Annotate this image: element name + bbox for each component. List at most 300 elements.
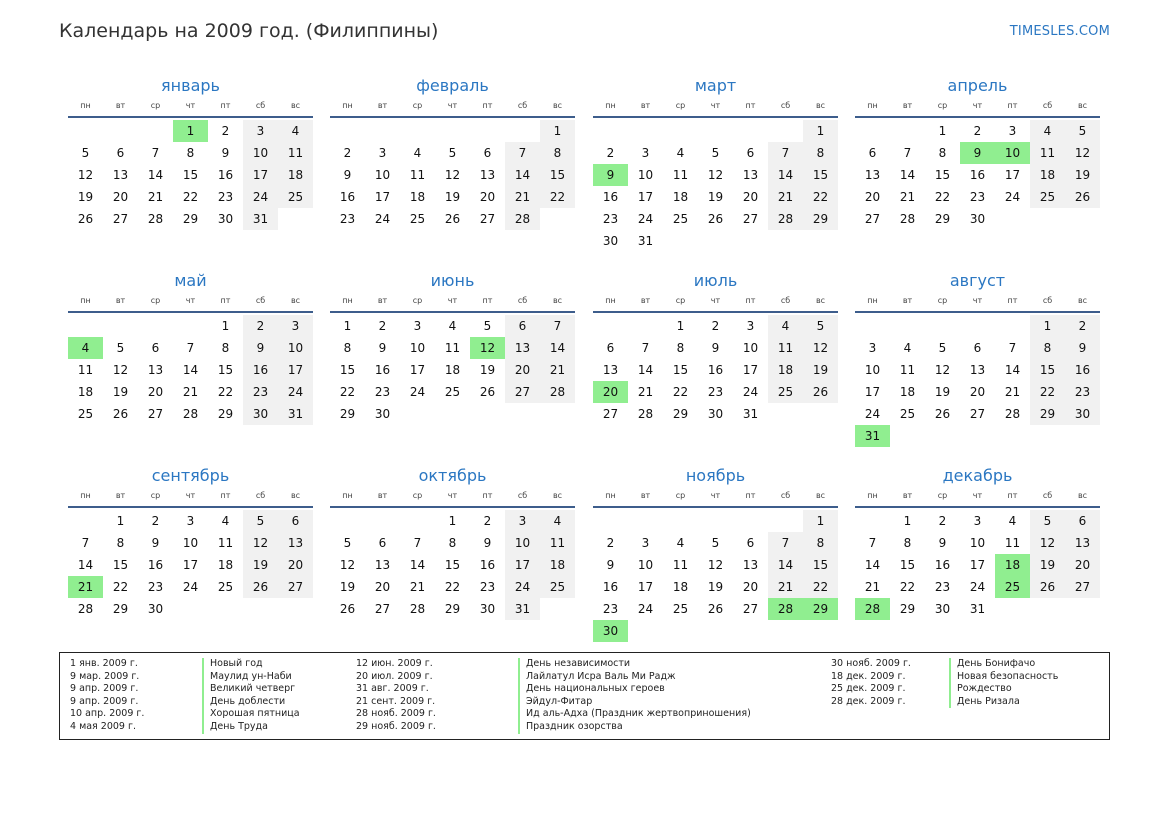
day-cell: 14	[768, 554, 803, 576]
weekday-label: ср	[150, 296, 161, 305]
month-name: ноябрь	[685, 466, 746, 485]
month-name: март	[694, 76, 737, 95]
legend-holiday-name: День национальных героев	[518, 683, 751, 696]
day-cell: 27	[864, 212, 881, 226]
day-cell: 30	[217, 212, 234, 226]
day-cell: 20	[147, 385, 164, 399]
day-cell: 8	[938, 146, 947, 160]
day-cell: 24	[374, 212, 391, 226]
day-cell: 7	[505, 142, 540, 164]
empty-cell	[663, 510, 698, 532]
weekday-label: вс	[815, 101, 826, 110]
legend-holiday-name: День Бонифачо	[949, 658, 1058, 671]
weekday-label: пт	[1007, 296, 1018, 305]
day-cell: 22	[182, 190, 199, 204]
day-cell: 29	[217, 407, 234, 421]
weekday-label: пн	[605, 101, 616, 110]
day-cell: 2	[151, 514, 160, 528]
month-block	[330, 269, 575, 425]
day-cell: 13	[147, 363, 164, 377]
day-cell: 29	[899, 602, 916, 616]
day-cell: 17	[637, 580, 654, 594]
day-cell: 17	[1004, 168, 1021, 182]
weekday-header	[855, 293, 1100, 313]
day-cell: 22	[217, 385, 234, 399]
day-cell: 1	[116, 514, 125, 528]
day-cell: 27	[147, 407, 164, 421]
day-cell: 9	[243, 337, 278, 359]
weekday-label: вс	[815, 296, 826, 305]
day-cell: 12	[339, 558, 356, 572]
day-cell: 3	[505, 510, 540, 532]
holiday-day-cell: 4	[68, 337, 103, 359]
empty-cell	[68, 510, 103, 532]
empty-cell	[593, 315, 628, 337]
weekday-label: пт	[1007, 491, 1018, 500]
day-cell: 17	[864, 385, 881, 399]
day-cell: 16	[217, 168, 234, 182]
day-cell: 21	[637, 385, 654, 399]
day-cell: 15	[803, 554, 838, 576]
day-cell: 14	[77, 558, 94, 572]
holiday-day-cell: 20	[593, 381, 628, 403]
day-cell: 9	[1065, 337, 1100, 359]
day-cell: 19	[1065, 164, 1100, 186]
day-cell: 24	[637, 602, 654, 616]
day-cell: 15	[339, 363, 356, 377]
weekday-label: сб	[1042, 101, 1053, 110]
day-cell: 18	[444, 363, 461, 377]
holiday-day-cell: 30	[593, 620, 628, 642]
weekday-label: ср	[675, 491, 686, 500]
day-cell: 23	[602, 602, 619, 616]
empty-cell	[733, 510, 768, 532]
day-cell: 19	[803, 359, 838, 381]
month-block	[855, 74, 1100, 230]
empty-cell	[628, 315, 663, 337]
day-cell: 7	[768, 532, 803, 554]
day-cell: 3	[186, 514, 195, 528]
legend-date: 1 янв. 2009 г.	[70, 658, 138, 669]
empty-cell	[768, 120, 803, 142]
day-cell: 13	[505, 337, 540, 359]
empty-cell	[365, 510, 400, 532]
day-cell: 3	[868, 341, 877, 355]
weekday-label: пн	[867, 491, 878, 500]
legend-dates-col-1	[70, 658, 144, 734]
weekday-label: ср	[937, 296, 948, 305]
day-cell: 5	[483, 319, 492, 333]
day-cell: 13	[969, 363, 986, 377]
day-cell: 5	[938, 341, 947, 355]
day-cell: 31	[243, 208, 278, 230]
day-cell: 2	[938, 514, 947, 528]
day-cell: 23	[1065, 381, 1100, 403]
legend-date: 4 мая 2009 г.	[70, 720, 136, 732]
empty-cell	[138, 120, 173, 142]
day-cell: 16	[374, 363, 391, 377]
legend-holiday-name: Новая безопасность	[949, 671, 1058, 684]
legend-names-col-3	[949, 658, 1058, 708]
holiday-day-cell: 31	[855, 425, 890, 447]
day-cell: 4	[413, 146, 422, 160]
weekday-label: ср	[412, 296, 423, 305]
day-cell: 22	[444, 580, 461, 594]
day-cell: 11	[1030, 142, 1065, 164]
day-cell: 16	[1065, 359, 1100, 381]
day-cell: 10	[742, 341, 759, 355]
day-cell: 7	[1008, 341, 1017, 355]
weekday-label: сб	[255, 101, 266, 110]
day-cell: 16	[479, 558, 496, 572]
weekday-label: вс	[1077, 296, 1088, 305]
day-cell: 1	[676, 319, 685, 333]
day-cell: 3	[746, 319, 755, 333]
weekday-label: пн	[342, 101, 353, 110]
day-cell: 22	[540, 186, 575, 208]
day-cell: 1	[903, 514, 912, 528]
day-cell: 19	[444, 190, 461, 204]
holiday-day-cell: 28	[855, 598, 890, 620]
empty-cell	[890, 120, 925, 142]
day-cell: 23	[217, 190, 234, 204]
day-cell: 9	[343, 168, 352, 182]
day-cell: 27	[505, 381, 540, 403]
legend-dates-col-2	[356, 658, 436, 734]
weekday-label: вс	[815, 491, 826, 500]
weekday-label: пн	[342, 296, 353, 305]
day-cell: 8	[116, 536, 125, 550]
day-cell: 3	[973, 514, 982, 528]
day-cell: 16	[969, 168, 986, 182]
day-cell: 17	[742, 363, 759, 377]
day-cell: 18	[278, 164, 313, 186]
day-cell: 20	[1065, 554, 1100, 576]
day-cell: 23	[934, 580, 951, 594]
day-cell: 6	[606, 341, 615, 355]
day-cell: 23	[243, 381, 278, 403]
day-cell: 25	[540, 576, 575, 598]
weekday-label: пн	[80, 296, 91, 305]
days-grid	[68, 315, 313, 425]
day-cell: 6	[483, 146, 492, 160]
day-cell: 8	[343, 341, 352, 355]
day-cell: 5	[711, 146, 720, 160]
day-cell: 24	[409, 385, 426, 399]
weekday-label: вс	[552, 101, 563, 110]
day-cell: 24	[864, 407, 881, 421]
weekday-header	[855, 488, 1100, 508]
day-cell: 25	[899, 407, 916, 421]
day-cell: 17	[278, 359, 313, 381]
day-cell: 10	[864, 363, 881, 377]
day-cell: 27	[374, 602, 391, 616]
day-cell: 18	[1030, 164, 1065, 186]
day-cell: 25	[217, 580, 234, 594]
day-cell: 15	[444, 558, 461, 572]
legend-holiday-name: Хорошая пятница	[202, 708, 300, 721]
day-cell: 31	[742, 407, 759, 421]
holiday-day-cell: 28	[768, 598, 803, 620]
empty-cell	[400, 120, 435, 142]
weekday-label: чт	[972, 101, 983, 110]
weekday-label: пт	[482, 296, 493, 305]
weekday-label: чт	[447, 296, 458, 305]
day-cell: 26	[243, 576, 278, 598]
weekday-label: пт	[745, 491, 756, 500]
day-cell: 25	[409, 212, 426, 226]
empty-cell	[103, 315, 138, 337]
day-cell: 15	[803, 164, 838, 186]
holiday-legend	[59, 652, 1110, 740]
weekday-label: вт	[115, 101, 126, 110]
day-cell: 28	[182, 407, 199, 421]
day-cell: 21	[147, 190, 164, 204]
weekday-header	[593, 293, 838, 313]
day-cell: 5	[1065, 120, 1100, 142]
day-cell: 13	[742, 168, 759, 182]
day-cell: 31	[505, 598, 540, 620]
weekday-label: ср	[150, 101, 161, 110]
holiday-day-cell: 10	[995, 142, 1030, 164]
day-cell: 18	[540, 554, 575, 576]
day-cell: 16	[147, 558, 164, 572]
day-cell: 20	[374, 580, 391, 594]
day-cell: 12	[934, 363, 951, 377]
legend-holiday-name: Великий четверг	[202, 683, 300, 696]
day-cell: 13	[479, 168, 496, 182]
day-cell: 21	[899, 190, 916, 204]
weekday-label: ср	[937, 491, 948, 500]
weekday-label: чт	[185, 296, 196, 305]
day-cell: 25	[672, 602, 689, 616]
day-cell: 31	[637, 234, 654, 248]
day-cell: 14	[540, 337, 575, 359]
day-cell: 11	[444, 341, 461, 355]
day-cell: 27	[742, 212, 759, 226]
legend-date: 10 апр. 2009 г.	[70, 708, 145, 720]
day-cell: 4	[903, 341, 912, 355]
legend-date: 28 дек. 2009 г.	[831, 695, 906, 707]
day-cell: 15	[182, 168, 199, 182]
day-cell: 30	[243, 403, 278, 425]
weekday-label: сб	[517, 101, 528, 110]
empty-cell	[330, 510, 365, 532]
weekday-label: вс	[552, 491, 563, 500]
day-cell: 23	[339, 212, 356, 226]
month-name: май	[174, 271, 207, 290]
weekday-label: вт	[377, 101, 388, 110]
days-grid	[330, 510, 575, 620]
day-cell: 4	[540, 510, 575, 532]
weekday-label: пт	[482, 491, 493, 500]
legend-holiday-name: День Ризала	[949, 696, 1058, 709]
weekday-label: чт	[710, 491, 721, 500]
day-cell: 18	[672, 580, 689, 594]
day-cell: 19	[479, 363, 496, 377]
day-cell: 9	[151, 536, 160, 550]
day-cell: 27	[1065, 576, 1100, 598]
empty-cell	[855, 120, 890, 142]
day-cell: 5	[116, 341, 125, 355]
day-cell: 7	[540, 315, 575, 337]
day-cell: 7	[641, 341, 650, 355]
weekday-label: сб	[780, 296, 791, 305]
day-cell: 15	[1030, 359, 1065, 381]
day-cell: 20	[742, 580, 759, 594]
empty-cell	[960, 315, 995, 337]
days-grid	[593, 120, 838, 252]
month-block	[593, 74, 838, 252]
weekday-label: вт	[115, 296, 126, 305]
days-grid	[593, 315, 838, 425]
day-cell: 15	[112, 558, 129, 572]
day-cell: 28	[540, 381, 575, 403]
day-cell: 3	[413, 319, 422, 333]
legend-names-col-1	[202, 658, 300, 734]
weekday-header	[330, 293, 575, 313]
day-cell: 28	[77, 602, 94, 616]
day-cell: 22	[1030, 381, 1065, 403]
day-cell: 11	[672, 558, 689, 572]
day-cell: 26	[707, 212, 724, 226]
weekday-label: пт	[482, 101, 493, 110]
day-cell: 18	[77, 385, 94, 399]
day-cell: 5	[803, 315, 838, 337]
day-cell: 29	[1030, 403, 1065, 425]
day-cell: 11	[217, 536, 234, 550]
empty-cell	[593, 120, 628, 142]
month-name: апрель	[947, 76, 1008, 95]
empty-cell	[173, 315, 208, 337]
day-cell: 30	[707, 407, 724, 421]
empty-cell	[995, 315, 1030, 337]
weekday-label: вс	[1077, 491, 1088, 500]
day-cell: 7	[81, 536, 90, 550]
day-cell: 2	[606, 146, 615, 160]
day-cell: 12	[707, 558, 724, 572]
day-cell: 30	[1065, 403, 1100, 425]
weekday-label: сб	[1042, 491, 1053, 500]
empty-cell	[400, 510, 435, 532]
day-cell: 26	[479, 385, 496, 399]
day-cell: 6	[278, 510, 313, 532]
day-cell: 14	[147, 168, 164, 182]
weekday-header	[855, 98, 1100, 118]
weekday-header	[68, 98, 313, 118]
day-cell: 12	[707, 168, 724, 182]
day-cell: 23	[479, 580, 496, 594]
day-cell: 18	[768, 359, 803, 381]
day-cell: 20	[112, 190, 129, 204]
day-cell: 17	[182, 558, 199, 572]
day-cell: 4	[676, 146, 685, 160]
day-cell: 8	[903, 536, 912, 550]
day-cell: 21	[540, 359, 575, 381]
day-cell: 17	[409, 363, 426, 377]
empty-cell	[768, 510, 803, 532]
day-cell: 5	[448, 146, 457, 160]
empty-cell	[890, 315, 925, 337]
day-cell: 21	[505, 186, 540, 208]
legend-date: 12 июн. 2009 г.	[356, 658, 433, 669]
day-cell: 7	[903, 146, 912, 160]
days-grid	[593, 510, 838, 642]
weekday-label: вт	[377, 296, 388, 305]
weekday-label: вт	[902, 491, 913, 500]
day-cell: 28	[505, 208, 540, 230]
day-cell: 12	[444, 168, 461, 182]
day-cell: 2	[483, 514, 492, 528]
empty-cell	[68, 120, 103, 142]
day-cell: 4	[221, 514, 230, 528]
day-cell: 28	[1004, 407, 1021, 421]
holiday-day-cell: 18	[995, 554, 1030, 576]
day-cell: 24	[182, 580, 199, 594]
weekday-label: вс	[290, 101, 301, 110]
empty-cell	[365, 120, 400, 142]
weekday-label: вс	[552, 296, 563, 305]
day-cell: 19	[112, 385, 129, 399]
day-cell: 26	[934, 407, 951, 421]
day-cell: 8	[803, 532, 838, 554]
legend-holiday-name: День доблести	[202, 696, 300, 709]
day-cell: 18	[217, 558, 234, 572]
day-cell: 13	[278, 532, 313, 554]
day-cell: 30	[934, 602, 951, 616]
day-cell: 24	[505, 576, 540, 598]
holiday-day-cell: 25	[995, 576, 1030, 598]
weekday-label: вт	[640, 101, 651, 110]
day-cell: 30	[479, 602, 496, 616]
day-cell: 10	[374, 168, 391, 182]
day-cell: 11	[77, 363, 94, 377]
day-cell: 19	[77, 190, 94, 204]
empty-cell	[435, 120, 470, 142]
day-cell: 22	[112, 580, 129, 594]
day-cell: 10	[409, 341, 426, 355]
weekday-label: пн	[605, 296, 616, 305]
day-cell: 9	[938, 536, 947, 550]
day-cell: 23	[374, 385, 391, 399]
day-cell: 27	[969, 407, 986, 421]
weekday-label: чт	[710, 296, 721, 305]
day-cell: 1	[540, 120, 575, 142]
weekday-label: пн	[80, 491, 91, 500]
day-cell: 14	[505, 164, 540, 186]
day-cell: 22	[934, 190, 951, 204]
day-cell: 14	[637, 363, 654, 377]
day-cell: 20	[969, 385, 986, 399]
site-link[interactable]: TIMESLES.COM	[1009, 24, 1110, 39]
weekday-label: чт	[710, 101, 721, 110]
day-cell: 10	[278, 337, 313, 359]
day-cell: 6	[505, 315, 540, 337]
day-cell: 22	[899, 580, 916, 594]
weekday-label: пт	[220, 296, 231, 305]
day-cell: 2	[606, 536, 615, 550]
weekday-label: вт	[640, 491, 651, 500]
legend-date: 30 нояб. 2009 г.	[831, 658, 911, 669]
day-cell: 27	[278, 576, 313, 598]
day-cell: 17	[374, 190, 391, 204]
weekday-label: вс	[1077, 101, 1088, 110]
day-cell: 6	[1065, 510, 1100, 532]
weekday-label: вт	[115, 491, 126, 500]
days-grid	[68, 510, 313, 620]
day-cell: 1	[803, 510, 838, 532]
day-cell: 13	[602, 363, 619, 377]
